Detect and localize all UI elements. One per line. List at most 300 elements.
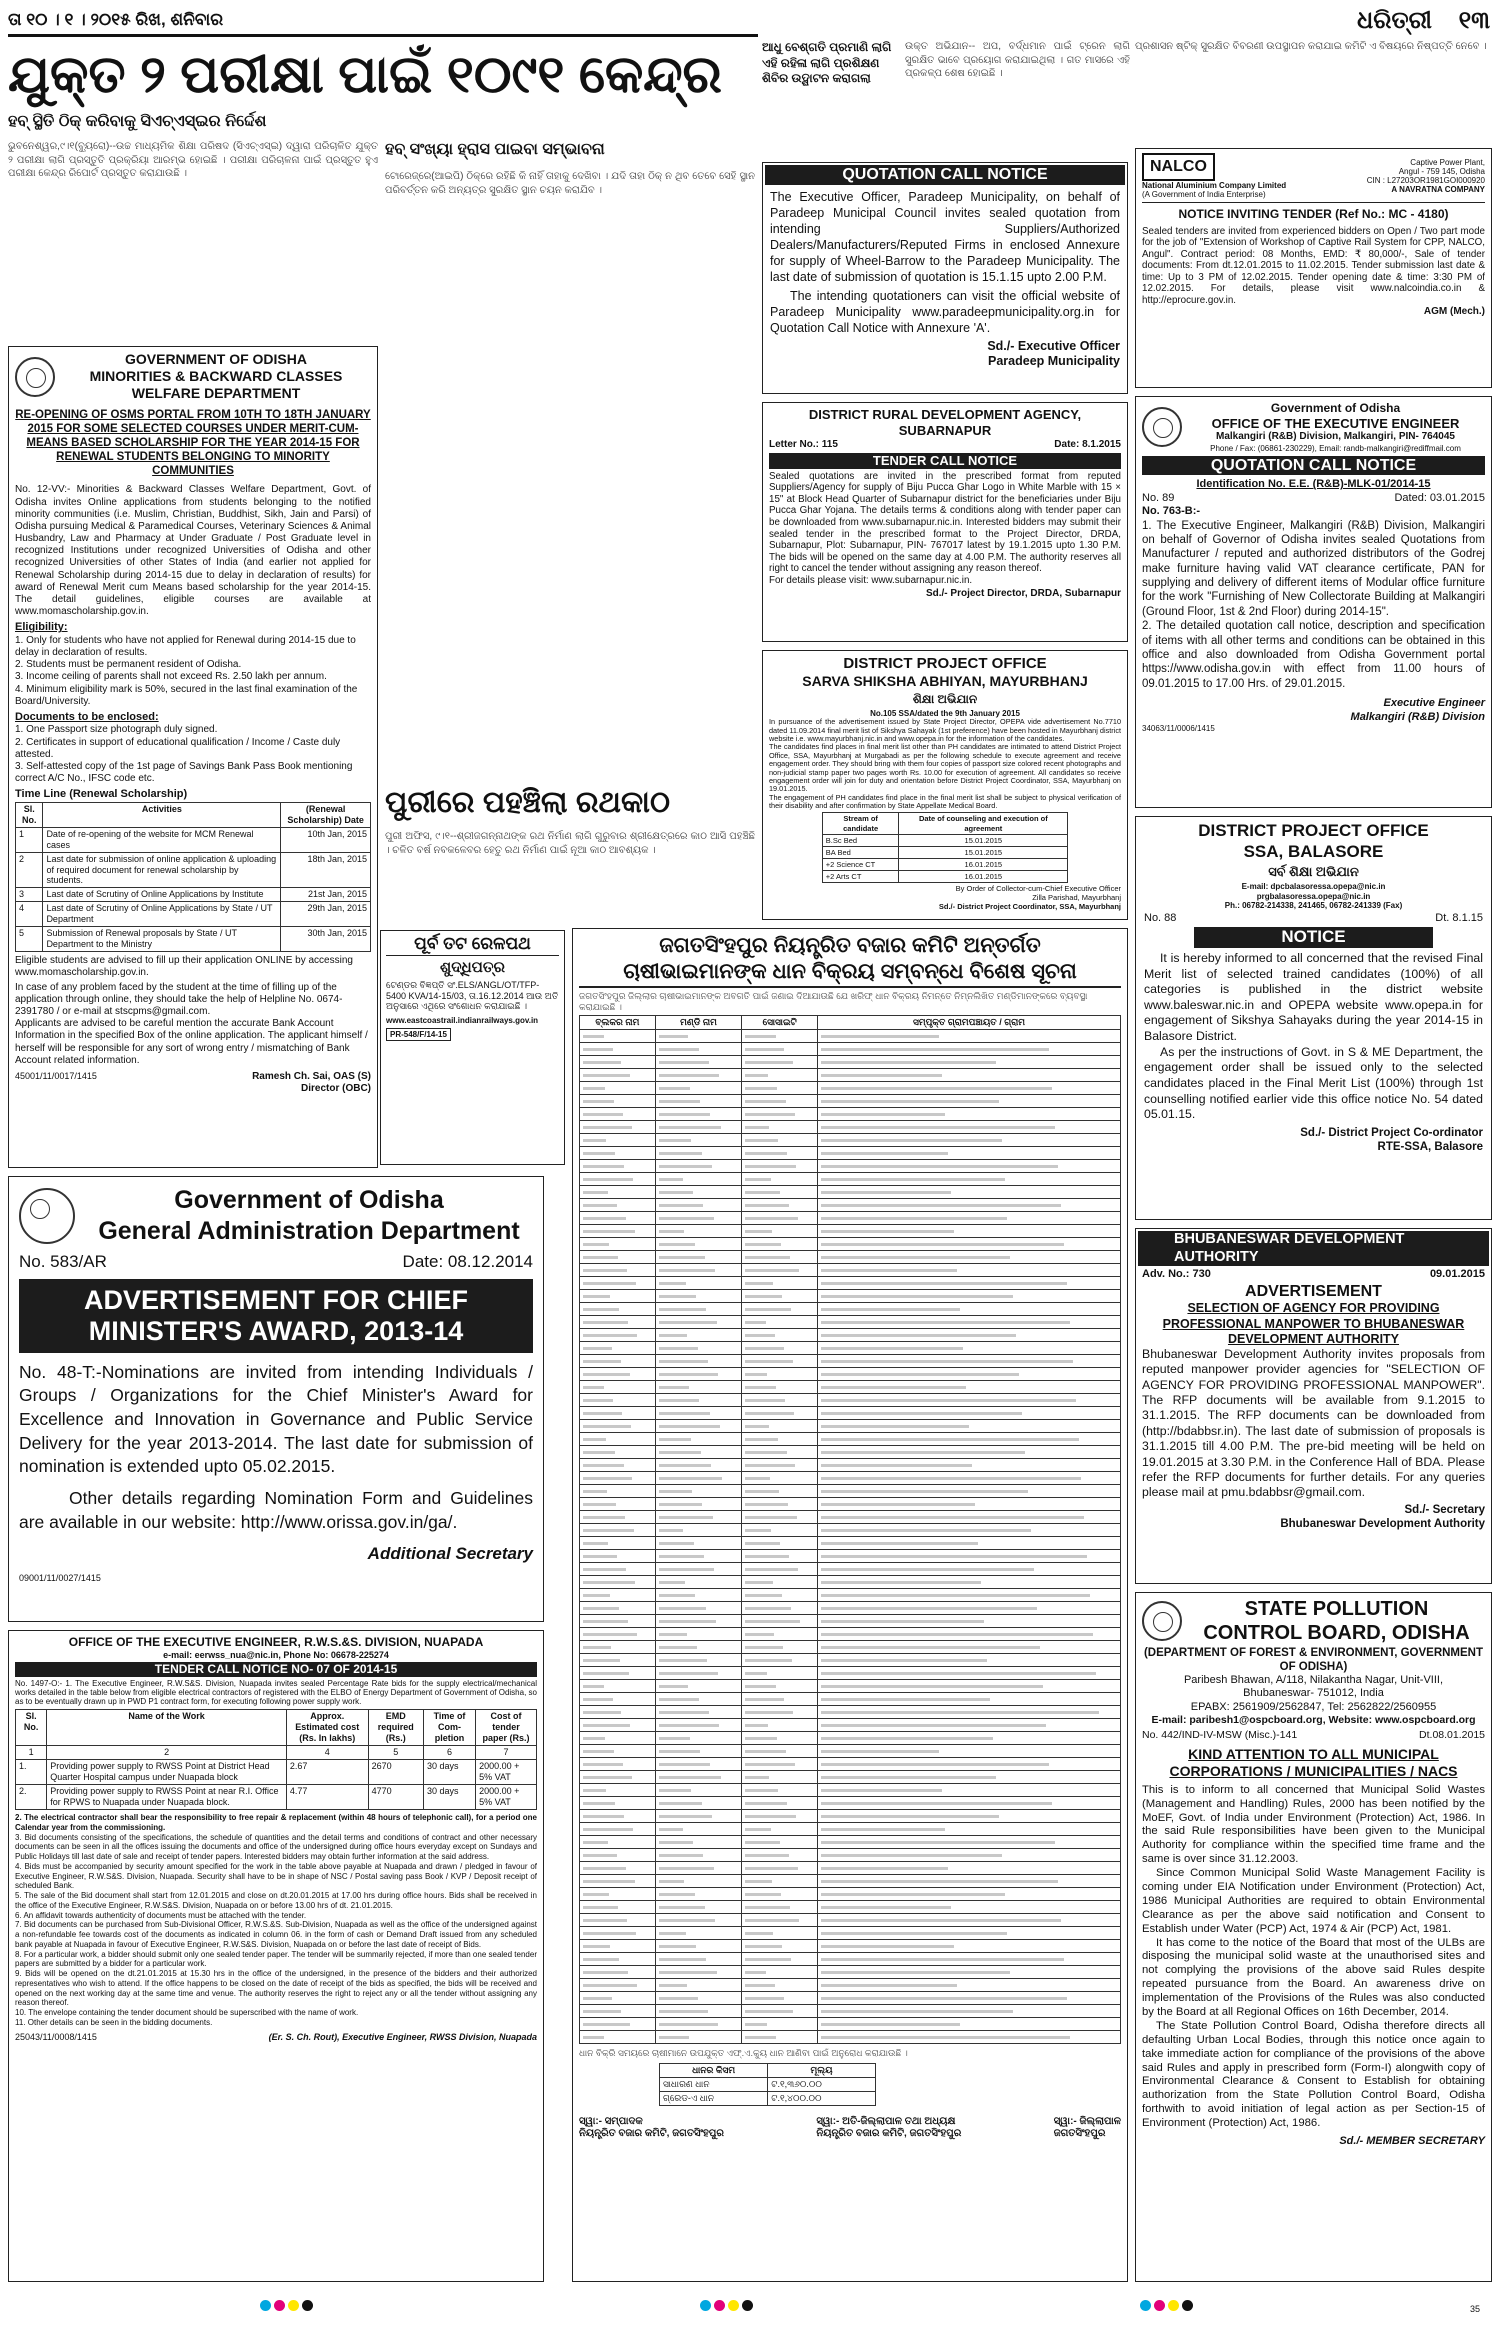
illegible-text-line <box>659 2010 708 2013</box>
illegible-text-line <box>583 1217 626 1220</box>
table-row: 3 Last date of Scrutiny of Online Applications by Institute 21st Jan, 2015 <box>16 888 371 902</box>
illegible-text-line <box>583 1347 612 1350</box>
signer-name: Sd./- Executive Officer <box>987 338 1120 353</box>
illegible-text-line <box>745 1763 794 1766</box>
gad-date: Date: 08.12.2014 <box>402 1252 533 1271</box>
illegible-text-line <box>583 1555 617 1558</box>
signer-name: Ramesh Ch. Sai, OAS (S) <box>252 1070 371 1082</box>
mlk-para-2: 2. The detailed quotation call notice, description and specification of items with all other terms and conditions can be obtained in this office and also downloaded from Odisha Government portal https://www.odisha.gov.in with effect from 11.00 hours of 09.01.2015 to 17.00 Hrs. of 29.01.2015. <box>1142 620 1485 690</box>
table-row: 5 Submission of Renewal proposals by State / UT Department to the Ministry 30th Jan, 2015 <box>16 927 371 952</box>
illegible-text-line <box>821 1750 939 1753</box>
illegible-text-line <box>583 1698 613 1701</box>
illegible-text-line <box>583 1334 637 1337</box>
table-row: 4 Last date of Scrutiny of Online Applications by State / UT Department 29th Jan, 2015 <box>16 902 371 927</box>
masthead <box>8 6 1492 36</box>
illegible-text-line <box>745 1555 789 1558</box>
table-row <box>580 1771 1121 1784</box>
drda-date: Date: 8.1.2015 <box>1054 438 1121 450</box>
illegible-text-line <box>821 1607 1037 1610</box>
signer-post: Sd./- District Project Co-ordinator <box>1300 1126 1483 1139</box>
mlk-para-1: 1. The Executive Engineer, Malkangiri (R&B) Division, Malkangiri on behalf of Governor of Odisha invites sealed Quotations from Manufacturer / reputed and authorized distributors of the Godrej make furniture having valid VAT clearance certificate, PAN for supplying and delivery of different items of Modular office furniture for the work "Furnishing of New Collectorate Building at Malkangiri (Ground Floor, 1st & 2nd Floor) during 2014-15". <box>1142 519 1485 618</box>
nalco-address: Angul - 759 145, Odisha <box>1398 166 1485 176</box>
ssa-schedule-table <box>822 812 1068 883</box>
illegible-text-line <box>821 1425 969 1428</box>
illegible-text-line <box>821 1958 1064 1961</box>
illegible-text-line <box>659 1243 695 1246</box>
illegible-text-line <box>745 1737 777 1740</box>
illegible-text-line <box>583 1256 618 1259</box>
illegible-text-line <box>659 1386 689 1389</box>
illegible-text-line <box>821 1100 999 1103</box>
minority-body: No. 12-VV:- Minorities & Backward Classes Welfare Department, Govt. of Odisha invites Online applications from students belonging to the notified minority communities (i.e. Muslim, Christian, Buddhist, Sikh, Jain and Parsi) of Odisha pursuing Medical & Paramedical Courses, Veterinary Sciences & Animal Husbandry, Law and Pharmacy at Under Graduate / Post Graduate level in recognized Institutions under recognized Universities of Odisha and other recognized Universities of other States of India (and earlier not applied for Renewal Scholarship during 2014-15 due to delay in declaration of results) for award of Renewal Merit cum Means based scholarship for the year 2014-15. The detail guidelines, eligible courses are available at www.momascholarship.gov.in. <box>15 484 371 618</box>
illegible-text-line <box>745 1152 787 1155</box>
table-row <box>580 1888 1121 1901</box>
table-row <box>580 1745 1121 1758</box>
table-row <box>580 1914 1121 1927</box>
ssa-logo: ଶିକ୍ଷା ଅଭିଯାନ <box>912 692 978 707</box>
timeline-title: Time Line (Renewal Scholarship) <box>15 788 188 801</box>
table-row <box>580 1706 1121 1719</box>
illegible-text-line <box>659 1880 684 1883</box>
illegible-text-line <box>745 1321 766 1324</box>
illegible-text-line <box>583 1061 621 1064</box>
illegible-text-line <box>821 1217 1007 1220</box>
ad-code: 45001/11/0017/1415 <box>15 1070 97 1081</box>
bda-head: ADVERTISEMENT <box>1245 1282 1382 1300</box>
illegible-text-line <box>659 1763 711 1766</box>
illegible-text-line <box>821 1555 1087 1558</box>
illegible-text-line <box>745 2023 767 2026</box>
document-item: 1. One Passport size photograph duly signed. <box>15 724 218 736</box>
illegible-text-line <box>583 1997 612 2000</box>
table-row <box>580 1277 1121 1290</box>
signer-division: Malkangiri (R&B) Division <box>1350 710 1485 723</box>
lead-story-header <box>8 40 758 138</box>
th-variety: ଧାନର କିସମ <box>660 2064 768 2078</box>
illegible-text-line <box>583 1204 617 1207</box>
minority-scholarship-ad <box>8 346 378 1168</box>
illegible-text-line <box>659 1347 698 1350</box>
illegible-text-line <box>659 1646 697 1649</box>
table-row <box>580 1940 1121 1953</box>
illegible-text-line <box>821 1334 1016 1337</box>
table-row <box>580 1784 1121 1797</box>
illegible-text-line <box>659 1529 684 1532</box>
illegible-text-line <box>745 1230 772 1233</box>
table-row <box>580 1394 1121 1407</box>
nalco-title: NOTICE INVITING TENDER (Ref No.: MC - 4180) <box>1178 206 1449 221</box>
th-activities: Activities <box>43 802 281 827</box>
ecor-sub: ଶୁଦ୍ଧିପତ୍ର <box>440 958 505 976</box>
illegible-text-line <box>583 1100 614 1103</box>
table-row <box>580 1719 1121 1732</box>
illegible-text-line <box>583 1971 628 1974</box>
eligibility-item: 4. Minimum eligibility mark is 50%, secured in the last final examination of the Board/University. <box>15 683 358 707</box>
signer-name: Sd./- Project Director, DRDA, Subarnapur <box>925 588 1121 600</box>
rws-note: 2. The electrical contractor shall bear the responsibility to free repair & replacement (within 48 hours of telephonic call), for a period one Calendar year from the commissioning. <box>15 1813 537 1832</box>
lead-story-column-1: ଭୁବନେଶ୍ୱର,୯।୧(ବ୍ୟୁରୋ)--ଉଚ୍ଚ ମାଧ୍ୟମିକ ଶିକ୍ଷା ପରିଷଦ (ସିଏଚ୍ଏସ୍ଇ) ଦ୍ୱାରା ପରିଚାଳିତ ଯୁକ୍ତ ୨ ପରୀକ୍ଷା ଲାଗି ପ୍ରସ୍ତୁତି ପ୍ରକ୍ରିୟା ଆରମ୍ଭ ହୋଇଛି । ପରୀକ୍ଷା ପରିଚାଳନା ପାଇଁ ପ୍ରସ୍ତୁତ ହୁଏ ପରୀକ୍ଷା କେନ୍ଦ୍ର ରିପୋର୍ଟ ପ୍ରସ୍ତୁତ କରାଯାଉଛି । <box>8 141 378 179</box>
ad-code: 25043/11/0008/1415 <box>15 2031 97 2042</box>
illegible-text-line <box>745 1685 775 1688</box>
illegible-text-line <box>821 1893 1005 1896</box>
table-row: +2 Science CT 16.01.2015 <box>822 859 1067 871</box>
illegible-text-line <box>583 1841 608 1844</box>
illegible-text-line <box>659 1997 698 2000</box>
table-row <box>580 1615 1121 1628</box>
yellow-dot-icon <box>1168 2300 1179 2311</box>
illegible-text-line <box>659 1711 709 1714</box>
table-row <box>580 1095 1121 1108</box>
illegible-text-line <box>745 1438 777 1441</box>
signer-post: AGM (Mech.) <box>1423 306 1485 318</box>
illegible-text-line <box>821 1204 1061 1207</box>
table-row <box>580 1563 1121 1576</box>
table-row <box>580 1316 1121 1329</box>
illegible-text-line <box>821 1113 945 1116</box>
signer-post: Paradeep Municipality <box>988 353 1120 368</box>
illegible-text-line <box>745 1607 790 1610</box>
table-row: 2 Last date for submission of online application & uploading of required document for renewal scholarship by students. 18th Jan, 2015 <box>16 852 371 888</box>
illegible-text-line <box>583 1295 610 1298</box>
nalco-navratna: A NAVRATNA COMPANY <box>1391 185 1485 195</box>
illegible-text-line <box>821 1438 1079 1441</box>
bda-adv-no: Adv. No.: 730 <box>1142 1268 1211 1281</box>
illegible-text-line <box>659 2036 689 2039</box>
table-row <box>580 1667 1121 1680</box>
illegible-text-line <box>659 1958 707 1961</box>
ad-code: 09001/11/0027/1415 <box>19 1572 101 1583</box>
illegible-text-line <box>821 1178 1005 1181</box>
paradeep-body: The Executive Officer, Paradeep Municipality, on behalf of Paradeep Municipal Council invites sealed quotation from intending Suppliers/Authorized Dealers/Manufacturers/Reputed Firms in enclosed Annexure for supply of Wheel-Barrow to the Paradeep Municipality. The last date of submission of quotation is 15.1.15 upto 2.00 P.M. <box>770 189 1120 284</box>
illegible-text-line <box>745 1373 767 1376</box>
illegible-text-line <box>659 1867 714 1870</box>
ssa-body-2: The candidates find places in final merit list other than PH candidates are intimated to attend District Project Office, SSA, Mayurbhanj at Murgabadi as per the following schedule to execute agreement and receive engagement order. They should bring with them four copies of passport size colored recent photographs and non-judicial stamp paper two pages worth Rs. 10.00 for execution of agreement. All candidates so receive engagement order will join for duty and orientation before District Project Coordinator, SSA, Mayurbhanj on 19.01.2015. <box>769 742 1121 794</box>
table-row: BA Bed 15.01.2015 <box>822 846 1067 858</box>
illegible-text-line <box>745 1789 778 1792</box>
documents-title: Documents to be enclosed: <box>15 710 159 723</box>
table-row <box>580 1836 1121 1849</box>
th-society: ସୋସାଇଟି <box>742 1016 818 1030</box>
eligibility-item: 1. Only for students who have not applied for Renewal during 2014-15 due to delay in declaration of results. <box>15 634 356 658</box>
subheadline-1: ହବ୍ ସ୍ଥିତି ଠିକ୍ କରିବାକୁ ସିଏଚ୍ଏସ୍ଇର ନିର୍ଦ୍ଦେଶ <box>8 113 267 130</box>
jsp-title: ଜଗତସିଂହପୁର ନିୟନ୍ତ୍ରିତ ବଜାର କମିଟି ଅନ୍ତର୍ଗତ <box>659 934 1041 957</box>
east-coast-railway-ad <box>380 930 565 1165</box>
illegible-text-line <box>659 1256 705 1259</box>
bls-body-2: As per the instructions of Govt. in S & ME Department, the engagement order shall be issued only to the selected candidates placed in the Final Merit List (100%) through 1st counselling notified earlier vide this office notice No. 54 dated 05.01.15. <box>1144 1044 1483 1122</box>
ssa-body-3: The engagement of PH candidates find place in the final merit list shall be subject to physical verification of their disability and after confirmation by State Appellate Medical Board. <box>769 792 1121 811</box>
ssa-by: By Order of Collector-cum-Chief Executive Officer <box>955 884 1121 894</box>
document-item: 3. Self-attested copy of the 1st page of Savings Bank Pass Book mentioning correct A/C No., IFSC code etc. <box>15 760 353 785</box>
illegible-text-line <box>821 2036 1070 2039</box>
table-row <box>580 1589 1121 1602</box>
bls-t1: DISTRICT PROJECT OFFICE <box>1198 821 1429 840</box>
illegible-text-line <box>659 1698 699 1701</box>
illegible-text-line <box>821 1802 1052 1805</box>
ssa-no: No.105 SSA/dated the 9th January 2015 <box>870 709 1020 718</box>
illegible-text-line <box>659 1620 716 1623</box>
illegible-text-line <box>745 1893 781 1896</box>
illegible-text-line <box>821 1945 954 1948</box>
illegible-text-line <box>583 1490 607 1493</box>
illegible-text-line <box>745 1984 775 1987</box>
table-row <box>580 1966 1121 1979</box>
registration-marks-center <box>700 2300 790 2318</box>
illegible-text-line <box>583 1737 605 1740</box>
illegible-text-line <box>745 1516 797 1519</box>
illegible-text-line <box>583 1932 636 1935</box>
eligibility-item: 2. Students must be permanent resident of Odisha. <box>15 659 242 671</box>
th-sl: Sl. No. <box>16 1710 47 1746</box>
rws-note: 11. Other details can be seen in the bidding documents. <box>15 2017 213 2027</box>
th-emd: EMD required (Rs.) <box>368 1710 423 1746</box>
illegible-text-line <box>659 1724 719 1727</box>
illegible-text-line <box>821 1789 942 1792</box>
mlk-ident: Identification No. E.E. (R&B)-MLK-01/2014-15 <box>1196 478 1431 491</box>
illegible-text-line <box>583 1243 609 1246</box>
paradeep-bar: QUOTATION CALL NOTICE <box>765 165 1125 185</box>
bda-date: 09.01.2015 <box>1429 1268 1485 1281</box>
minority-dept-1: GOVERNMENT OF ODISHA <box>124 351 307 367</box>
eligibility-item: 3. Income ceiling of parents shall not exceed Rs. 2.50 lakh per annum. <box>15 671 327 683</box>
eligibility-title: Eligibility: <box>15 621 68 634</box>
black-dot-icon <box>1182 2300 1193 2311</box>
illegible-text-line <box>745 1880 772 1883</box>
illegible-text-line <box>659 1139 692 1142</box>
table-row <box>580 1992 1121 2005</box>
illegible-text-line <box>583 1672 629 1675</box>
illegible-text-line <box>583 1893 609 1896</box>
illegible-text-line <box>821 1256 1010 1259</box>
illegible-text-line <box>583 1568 626 1571</box>
rath-headline: ପୁରୀରେ ପହଞ୍ଚିଲା ରଥକାଠ <box>385 786 671 819</box>
illegible-text-line <box>659 1048 699 1051</box>
rws-note: 6. An affidavit towards authenticity of documents must be attached with the tender. <box>15 1910 307 1920</box>
mlk-bar: QUOTATION CALL NOTICE <box>1142 456 1485 476</box>
table-row <box>580 1134 1121 1147</box>
rws-note: 9. Bids will be opened on the dt.21.01.2015 at 15.30 hrs in the office of the undersigned, in the presence of the bidders and their authorized representatives who wish to attend. If the office happens to be closed on the date of receipt of the bids as specified, the bids will be received and opened on the next working day at the same time and venue. The authority reserves the right to reject any or all the tender without assigning any reason thereof. <box>15 1969 537 2008</box>
illegible-text-line <box>583 1087 605 1090</box>
illegible-text-line <box>821 1269 957 1272</box>
illegible-text-line <box>821 1997 1067 2000</box>
odisha-emblem-icon <box>19 1188 75 1244</box>
table-row <box>580 1186 1121 1199</box>
illegible-text-line <box>583 1867 626 1870</box>
minority-headline: RE-OPENING OF OSMS PORTAL FROM 10TH TO 18TH JANUARY 2015 FOR SOME SELECTED COURSES UNDER MERIT-CUM-MEANS BASED SCHOLARSHIP FOR THE YEAR 2014-15 FOR RENEWAL STUDENTS BELONGING TO MINORITY COMMUNITIES <box>15 409 371 478</box>
rws-note: 4. Bids must be accompanied by security amount specified for the work in the table above payable at Nuapada and drawn / pledged in favour of Executive Engineer, R.W.S&S. Division, Nuapada. Security shall have to be in shape of NSC / Postal saving pass Book / KVP / Deposit receipt of scheduled Bank. <box>15 1861 537 1891</box>
ssa-title-1: DISTRICT PROJECT OFFICE <box>843 655 1047 672</box>
illegible-text-line <box>745 1360 792 1363</box>
illegible-text-line <box>821 1581 981 1584</box>
illegible-text-line <box>745 1815 796 1818</box>
illegible-text-line <box>821 1048 1049 1051</box>
illegible-text-line <box>583 1919 627 1922</box>
illegible-text-line <box>583 1633 637 1636</box>
illegible-text-line <box>583 1503 616 1506</box>
table-row <box>580 1368 1121 1381</box>
spcb-t2: CONTROL BOARD, ODISHA <box>1203 1622 1470 1645</box>
signer-post: Additional Secretary <box>367 1544 533 1564</box>
illegible-text-line <box>583 1126 632 1129</box>
illegible-text-line <box>583 1581 635 1584</box>
illegible-text-line <box>821 1139 1002 1142</box>
jsp-signer-3-post: ଜଗତସିଂହପୁର <box>1053 2128 1106 2140</box>
illegible-text-line <box>745 1620 799 1623</box>
illegible-text-line <box>659 1295 696 1298</box>
table-row: 1. Providing power supply to RWSS Point at District Head Quarter Hospital campus under Nuapada block 2.67 2670 30 days 2000.00 + 5% VAT <box>16 1760 537 1785</box>
illegible-text-line <box>583 1620 628 1623</box>
illegible-text-line <box>659 1659 708 1662</box>
illegible-text-line <box>745 1750 786 1753</box>
illegible-text-line <box>659 1334 688 1337</box>
illegible-text-line <box>821 1698 990 1701</box>
malkangiri-quotation-ad <box>1135 396 1492 808</box>
mlk-sub: No. 763-B:- <box>1142 505 1201 518</box>
illegible-text-line <box>821 1568 1034 1571</box>
illegible-text-line <box>745 1087 777 1090</box>
illegible-text-line <box>745 1399 785 1402</box>
nalco-plant: Captive Power Plant, <box>1410 157 1485 167</box>
illegible-text-line <box>659 1607 706 1610</box>
table-row <box>580 1420 1121 1433</box>
nalco-logo: NALCO <box>1142 153 1215 181</box>
spcb-address-2: Bhubaneswar- 751012, India <box>1243 1687 1384 1700</box>
magenta-dot-icon <box>714 2300 725 2311</box>
minority-dept-3: WELFARE DEPARTMENT <box>131 385 301 402</box>
table-row <box>580 1485 1121 1498</box>
illegible-text-line <box>659 1126 721 1129</box>
illegible-text-line <box>583 1828 633 1831</box>
lead-story-column-2: ଟୋରେଜ୍‌ରେ(ଆଇପି) ଠିକ୍‌ରେ ରହିଛି କି ନାହିଁ ତାହାକୁ ଦେଖିବା । ଯଦି ତାହା ଠିକ୍ ନ ଥିବ ତେବେ ସେହି ସ୍ଥାନ ପରିବର୍ତ୍ତନ କରି ଅନ୍ୟତ୍ର ସୁରକ୍ଷିତ ସ୍ଥାନ ଚୟନ କରାଯିବ । <box>385 171 755 196</box>
ssa-by-2: Zilla Parishad, Mayurbhanj <box>1032 892 1121 902</box>
illegible-text-line <box>583 1412 622 1415</box>
illegible-text-line <box>745 1958 791 1961</box>
illegible-text-line <box>583 1308 619 1311</box>
illegible-text-line <box>659 1802 702 1805</box>
illegible-text-line <box>821 1984 957 1987</box>
table-row <box>580 1797 1121 1810</box>
illegible-text-line <box>821 1152 948 1155</box>
illegible-text-line <box>583 1035 604 1038</box>
illegible-text-line <box>821 1724 1046 1727</box>
illegible-text-line <box>821 1672 1096 1675</box>
illegible-text-line <box>821 1867 948 1870</box>
signer-office: RTE-SSA, Balasore <box>1377 1140 1483 1153</box>
illegible-text-line <box>821 1399 1076 1402</box>
drda-letter: Letter No.: 115 <box>769 438 838 450</box>
ssa-body: In pursuance of the advertisement issued by State Project Director, OPEPA vide advertisement No.7710 dated 11.09.2014 final merit list of Sikshya Sahayak (1st preference) have been hosted in Mayurbhanj district website i.e. www.mayurbhanj.nic.in and www.opepa.in for the information of the candidates. <box>769 717 1121 743</box>
cyan-dot-icon <box>1140 2300 1151 2311</box>
illegible-text-line <box>821 1490 1028 1493</box>
illegible-text-line <box>821 1646 1040 1649</box>
bda-body: Bhubaneswar Development Authority invites proposals from reputed manpower provider agencies for "SELECTION OF AGENCY FOR PROVIDING PROFESSIONAL MANPOWER". The RFP documents will be available from 9.1.2015 to 31.1.2015. The RFP documents can be downloaded from (http://bdabbsr.in). The last date of submission of proposals is 31.1.2015 till 4.00 P.M. The pre-bid meeting will be held on 19.01.2015 at 3.30 P.M. in the Conference Hall of BDA. Please refer the RFP documents for further details. For any queries please mail at pmu.bdabbsr@gmail.com. <box>1142 1347 1485 1500</box>
jagatsinghpur-market-ad <box>572 928 1128 2282</box>
illegible-text-line <box>659 1906 705 1909</box>
illegible-text-line <box>745 1048 784 1051</box>
table-row <box>580 1524 1121 1537</box>
ecor-head: ପୂର୍ବ ତଟ ରେଳପଥ <box>386 934 559 956</box>
illegible-text-line <box>745 1828 770 1831</box>
illegible-text-line <box>583 1191 608 1194</box>
illegible-text-line <box>745 2010 792 2013</box>
signer-office: Bhubaneswar Development Authority <box>1280 1517 1485 1530</box>
illegible-text-line <box>659 1841 693 1844</box>
ssa-title-2: SARVA SHIKSHA ABHIYAN, MAYURBHANJ <box>802 673 1088 690</box>
illegible-text-line <box>583 1386 604 1389</box>
cyan-dot-icon <box>700 2300 711 2311</box>
illegible-text-line <box>745 1425 768 1428</box>
illegible-text-line <box>659 1438 691 1441</box>
illegible-text-line <box>583 2036 604 2039</box>
illegible-text-line <box>659 1074 719 1077</box>
illegible-text-line <box>583 1594 610 1597</box>
illegible-text-line <box>659 1100 700 1103</box>
table-row <box>580 1251 1121 1264</box>
signer-post: Sd./- Secretary <box>1404 1503 1485 1516</box>
spcb-address-1: Paribesh Bhawan, A/118, Nilakantha Nagar, Unit-VIII, <box>1183 1673 1444 1686</box>
table-row <box>580 1693 1121 1706</box>
illegible-text-line <box>745 1113 794 1116</box>
rws-note: 10. The envelope containing the tender document should be superscribed with the name of work. <box>15 2008 359 2018</box>
drda-tender-ad <box>762 402 1128 642</box>
illegible-text-line <box>659 1984 688 1987</box>
issue-date: ତା ୧୦ । ୧ । ୨୦୧୫ ରିଖ, ଶନିବାର <box>8 10 224 29</box>
spcb-epabx: EPABX: 2561909/2562847, Tel: 2562822/2560955 <box>1190 1700 1437 1713</box>
rws-note: 5. The sale of the Bid document shall start from 12.01.2015 and close on dt.20.01.2015 at 17.00 hrs during office hours. Bids shall be received in the office of the Executive Engineer, R.W.S&S. Division, Nuapada on or before 13.00 hrs of dt. 21.01.2015. <box>15 1891 537 1910</box>
illegible-text-line <box>821 1347 963 1350</box>
illegible-text-line <box>583 1178 633 1181</box>
spcb-t1: STATE POLLUTION <box>1244 1598 1429 1620</box>
odisha-emblem-icon <box>15 357 55 397</box>
illegible-text-line <box>745 1191 779 1194</box>
illegible-text-line <box>659 2023 719 2026</box>
signer-post: Director (OBC) <box>300 1083 371 1095</box>
jsp-signer-3: ସ୍ୱା:- ଜିଲ୍ଲାପାଳ <box>1053 2115 1121 2127</box>
illegible-text-line <box>583 1945 610 1948</box>
illegible-text-line <box>821 1659 987 1662</box>
spcb-head: KIND ATTENTION TO ALL MUNICIPAL CORPORATIONS / MUNICIPALITIES / NACS <box>1169 1745 1458 1779</box>
table-row <box>580 1511 1121 1524</box>
illegible-text-line <box>659 1815 712 1818</box>
bls-email: E-mail: dpcbalasoressa.opepa@nic.in <box>1241 882 1386 892</box>
table-row <box>580 1433 1121 1446</box>
rws-note: 7. Bid documents can be purchased from Sub-Divisional Officer, R.W.S.&S. Sub-Division, Nuapada as well as the office of the undersigned against a non-refundable fee towards cost of the documents as indicated in column 06. in the form of cash or Demand Draft issued from any scheduled bank payable at Nuapada in favour of Executive Engineer, R.W.S&S. Division, Nuapada on or before the last date of receipt of Bids. <box>15 1920 537 1949</box>
table-row <box>580 1121 1121 1134</box>
magenta-dot-icon <box>1154 2300 1165 2311</box>
illegible-text-line <box>821 2010 1013 2013</box>
illegible-text-line <box>745 1997 783 2000</box>
table-row <box>580 1862 1121 1875</box>
rws-nuapada-tender <box>8 1630 544 2282</box>
illegible-text-line <box>583 1269 627 1272</box>
illegible-text-line <box>659 1035 688 1038</box>
illegible-text-line <box>659 1685 688 1688</box>
table-row <box>580 1498 1121 1511</box>
illegible-text-line <box>821 1282 1067 1285</box>
illegible-text-line <box>583 1282 636 1285</box>
illegible-text-line <box>745 1633 774 1636</box>
subheadline-2: ହବ୍ ସଂଖ୍ୟା ହ୍ରାସ ପାଇବା ସମ୍ଭାବନା <box>385 141 605 158</box>
signer-post: Sd./- MEMBER SECRETARY <box>1339 2135 1485 2148</box>
illegible-text-line <box>659 1633 687 1636</box>
table-row <box>580 1173 1121 1186</box>
spcb-para-3: It has come to the notice of the Board that most of the ULBs are disposing the municipal solid waste at the unauthorised sites and not complying the provisions of the above said Rules despite repeated pursuance from the Board. An awareness drive on implementation of the Provisions of the Rules was also conducted by the Board at all Regional Offices on 16th December, 2014. <box>1142 1936 1485 2019</box>
cm-award-banner: ADVERTISEMENT FOR CHIEF MINISTER'S AWARD, 2013-14 <box>19 1279 533 1353</box>
illegible-text-line <box>659 1217 714 1220</box>
drda-body-2: For details please visit: www.subarnapur.nic.in. <box>769 574 973 586</box>
illegible-text-line <box>821 1828 945 1831</box>
illegible-text-line <box>659 1308 707 1311</box>
jsp-signer-2: ସ୍ୱା:- ଅତି-ଜିଲ୍ଲାପାଳ ତଥା ଅଧ୍ୟକ୍ଷ <box>816 2115 956 2127</box>
